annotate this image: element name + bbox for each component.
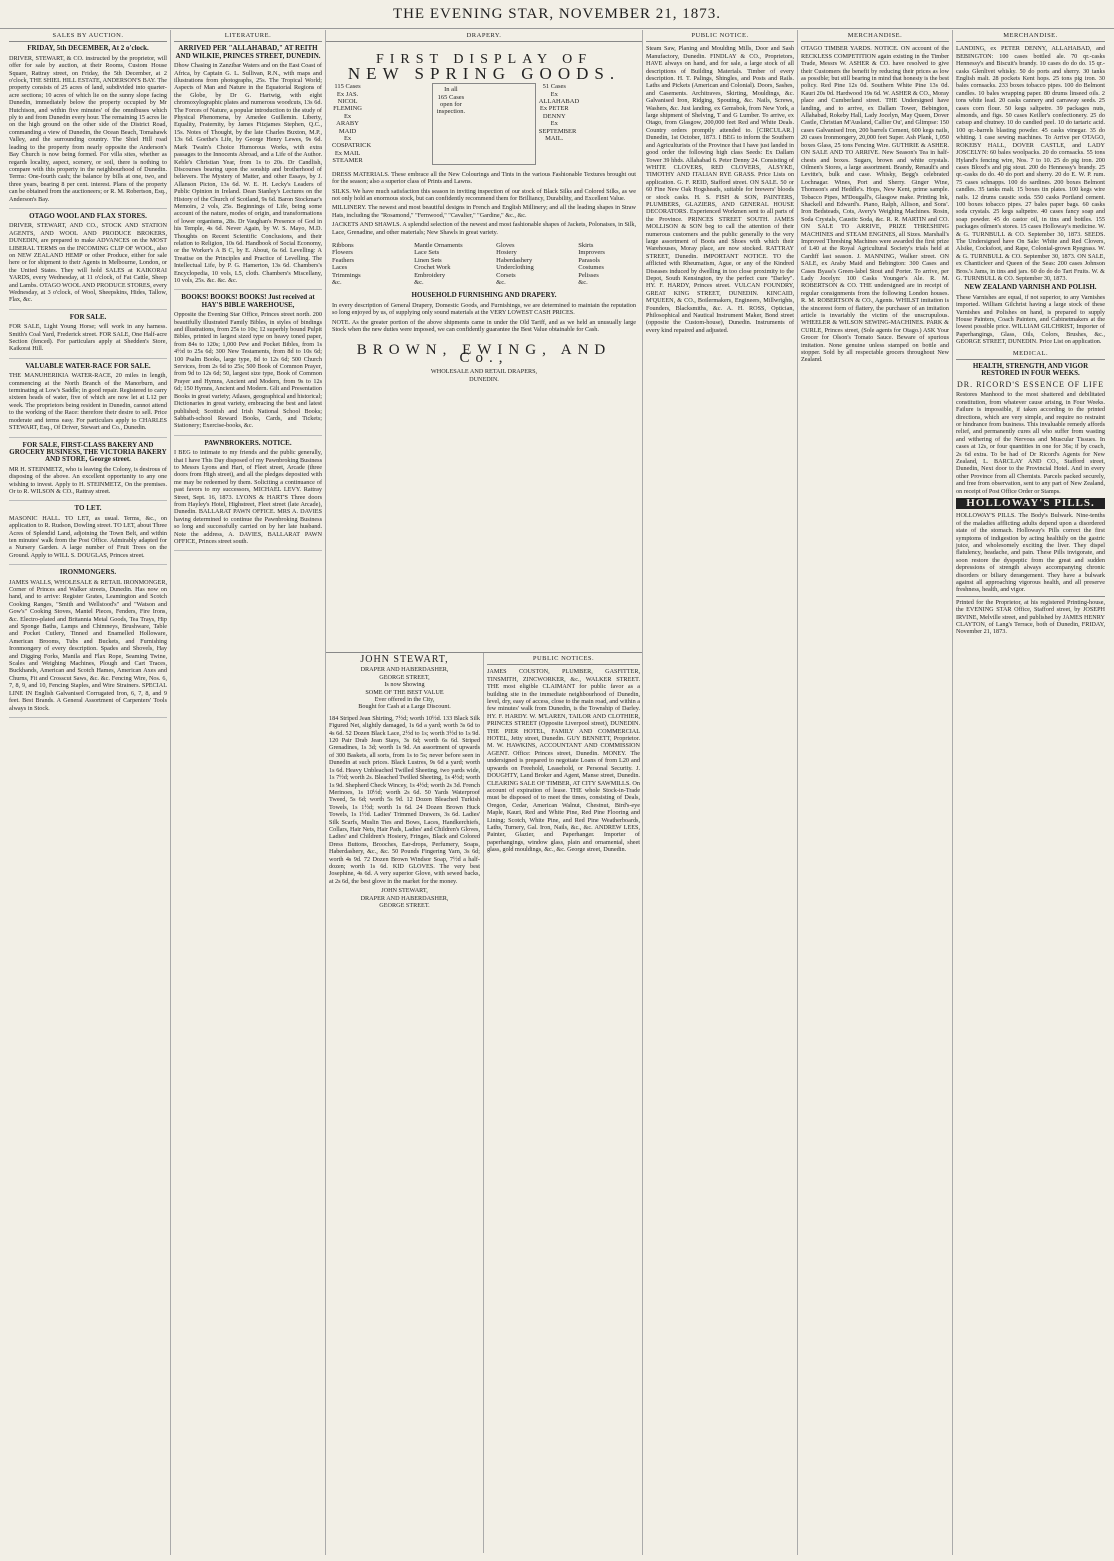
advert-text: Dhow Chasing in Zanzibar Waters and on the East Coast of Africa, by Captain G. L. Sullivan, R.N., with maps and illustrations from photographs, 25s. The Tropical World; Aspects of Man and Nature in the Equatorial Regions of the Globe, by Dr G. Hartwig, with eight chromoxylographic plates and numerous woodcuts, 13s 6d. The Forces of Nature, a popular introduction to the study of Physical Phenomena, by Amedee Guillemin. Liberty, Equality, Fraternity, by James Fitzjames Stephen, Q.C., 15s. Notes of Thought, by the late Charles Buxton, M.P., 13s 6d. Goethe's Life, by George Henry Lewes, 9s 6d. Mark Twain's Choice Humorous Works, with extra passages to the Innocents Abroad, and a Life of the Author. Keble's Christian Year, from 1s to 20s. Dr Candlish, Discourses bearing upon the sonship and brotherhood of believers. The Mystery of Matter, and other Essays, by J. Allanson Picton, 13s 6d. W. E. H. Lecky's Leaders of Public Opinion in Ireland. Dean Stanley's Lectures on the History of the Church of Scotland, 9s 6d. Baron Stockmar's Memoirs, 2 vols, 25s. Beginnings of Life, being some account of the nature, modes of origin, and transformations of lower organisms, 28s. Dr Vaughan's Presence of God in his Temple, 4s 6d. Never Again, by W. S. Mayo, M.D. Thoughts on Recent Scientific Conclusions, and their relation to Religion, 10s 6d. Handbook of Social Economy, or the Worker's A B C, by E. About, 6s 6d. Levelling: A Treatise on the Principles and Practice of Levelling. The Intellectual Life, by P. G. Hamerton, 13s 6d. Chambers's Encyclopedia, 10 vols, L5, cloth. Chambers's Miscellany, 10 vols, 25s. &c. &c. &c. <box>174 62 322 284</box>
dress-materials-text: DRESS MATERIALS. These embrace all the New Colourings and Tints in the various Fashionable Textures brought out for the season; also a superior class of Prints and Lawns. <box>332 170 636 186</box>
advert-block <box>9 442 167 502</box>
advert-text: THE MANUHERIKIA WATER-RACE, 20 miles in length, commencing at the North Branch of the Manorburn, and terminating at Low's Saddle; in good repair. Registered to carry sixteen heads of water, five of which are now let at L12 per week. The proprietors being resident in Dunedin, cannot attend to the working of the Race: therefore their desire to sell. Price moderate and terms easy. For particulars apply to CHARLES STEWART, Esq., Of Driver, Stewart and Co., Dunedin. <box>9 372 167 432</box>
section-heading: LITERATURE. <box>174 30 322 42</box>
advert-title: BOOKS! BOOKS! BOOKS! Just received at HAY'S BIBLE WAREHOUSE, <box>181 293 315 309</box>
advert-block <box>174 294 322 435</box>
advert-block <box>9 569 167 718</box>
goods-column: Gloves Hosiery Haberdashery Underclothing Corsets &c. <box>496 241 534 286</box>
advert-block <box>9 505 167 565</box>
section-heading: PUBLIC NOTICE. <box>646 30 794 42</box>
section-heading: PUBLIC NOTICES. <box>487 653 640 665</box>
new-spring-goods-title: NEW SPRING GOODS. <box>347 63 621 83</box>
goods-column: Mantle Ornaments Lace Sets Linen Sets Crochet Work Embroidery &c. <box>414 241 463 286</box>
section-heading: MERCHANDISE. <box>801 30 949 42</box>
advert-text: DRIVER, STEWART, & CO. instructed by the proprietor, will offer for sale by auction, at their Rooms, Custom House Square, Rattray street, on Friday, the 5th December, at 2 o'clock, THE SHIEL HILL ESTATE, ANDERSON'S BAY. The property consists of 25 acres of land, subdivided into quarter-acre sections; 10 acres of which lie on the sunny slope facing Dunedin, immediately below the property occupied by Mr Hutchison, and within five minutes' of the omnibuses which ply to and from Dunedin every hour. The remaining 15 acres lie on the high ground on the other side of the District Road, commanding a view of Dunedin, the Ocean Beach, Tomahawk Valley, and the surrounding country. The Shiel Hill road leading to the property from nearly opposite the Anderson's Bay Church is now being formed. For villa sites, whether as regards locality, aspect, scenery, or soil, there is nothing to compare with this property in the neighbourhood of Dunedin. Terms: One-fourth cash; the balance by bills at one, two, and three years, bearing 8 per cent. interest. Plans of the property can be obtained from the auctioneers; or R. M. Robertson, Esq., Anderson's Bay. <box>9 54 167 203</box>
john-stewart-advert: JOHN STEWART, DRAPER AND HABERDASHER, GEORGE STREET, Is now Showing SOME OF THE BEST VALUE Ever offered in the City, Bought for Cash at a Large Discount. 184 Striped Jean Shirting, 7½d; worth 10½d. 133 Black Silk Figured Net, slightly damaged, 1s 6d a yard; worth 3s 6d to 4s 6d. 52 Dozen Black Lace, 2½d to 1s; worth 3½d to 1s 9d. 120 Pair Drab Jean Stays, 3s 6d; worth 6s 6d. Striped Grenadines, 1s 3d; worth 1s 9d. An assortment of upwards of 300 Baskets, all sorts, from 1s to 5s; never before seen in Dunedin at such prices. Black Lustres, 9s 6d a yard; worth 1s 6d. Heavy Unbleached Twilled Sheeting, two yards wide, 1s 7½d; worth 2s. Bleached Twilled Sheeting, 1s 4½d; worth 1s 9d. Shepherd Check Wincey, 1s 4½d; worth 2s 3d. French Merinoes, 1s 10½d; worth 2s 6d. 50 Yards Waterproof Tweed, 5s 6d; worth 5s 9d. 12 Dozen Bleached Turkish Towels, 1s 1½d; worth 1s 6d. 24 Dozen Brown Huck Towels, 1s 1½d. Ladies' Trimmed Drawers, 3s 6d. Ladies' Silk Scarfs, Muslin Ties and Bows, Laces, Handkerchiefs, Collars, Hair Nets, Hair Pads, Ladies' and Children's Gloves, Ladies' and Children's Hosiery, Fringes, Black and Colored Dress Buttons, Brooches, Ear-drops, Perfumery, Soaps, Haberdashery, &c., &c. 50 Pounds Fingering Yarn, 3s 6d; worth 4s 9d. 72 Dozen Brown Windsor Soap, 7½d a half-dozen; worth 1s 6d. KID GLOVES. The very best Josephine, 4s 6d. A very superior Glove, with sewed backs, at 2s 6d, the best glove in the market for the money. JOHN STEWART, DRAPER AND HABERDASHER, GEORGE STREET. <box>326 653 484 1553</box>
imports-right: 51 Cases Ex ALLAHABAD Ex PETER DENNY Ex SEPTEMBER MAIL. <box>538 83 580 143</box>
column-public-notice <box>643 30 798 1555</box>
imports-middle: In all 165 Cases open for inspection. <box>432 83 535 164</box>
stewart-name: JOHN STEWART, <box>360 654 449 665</box>
advert-title: FRIDAY, 5th DECEMBER, At 2 o'clock. <box>27 44 149 53</box>
silks-text: SILKS. We have much satisfaction this season in inviting inspection of our stock of Black Silks and Colored Silks, as we not only hold an enormous stock, but can confidently recommend them for Brilliancy, Durability, and Excellent Value. <box>332 187 636 202</box>
advert-title: OTAGO WOOL AND FLAX STORES. <box>29 211 147 220</box>
advert-title: FOR SALE, FIRST-CLASS BAKERY AND GROCERY BUSINESS, THE VICTORIA BAKERY AND STORE, George street. <box>9 440 167 464</box>
firm-city: DUNEDIN. <box>469 375 499 383</box>
section-heading: MERCHANDISE. <box>956 30 1105 42</box>
holloways-text: HOLLOWAY'S PILLS. The Body's Bulwark. Nine-tenths of the maladies afflicting adults depend upon a disordered state of the stomach. Holloway's Pills correct the first symptoms of indigestion by acting healthily on the gastric juice, and wholesomely exciting the liver. They dispel flatulency, headache, and pain. These Pills invigorate, and soon restore the dyspeptic from the great and sudden depressions of strength always accompanying chronic disorders or biliary derangement. They have a bulwark against all approaching vigorous health, and all preserve freshness, health, and vigor. <box>956 512 1105 594</box>
firm-name: BROWN, EWING, AND Co., <box>356 342 612 366</box>
advert-text: DRIVER, STEWART, AND CO., STOCK AND STATION AGENTS, AND WOOL AND PRODUCE BROKERS, DUNEDIN, are prepared to make ADVANCES on the MOST LIBERAL TERMS on the INCOMING CLIP OF WOOL, also on NEW ZEALAND HEMP or other Produce, either for sale here or for shipment to their Agents in Melbourne, London, or the United States. They will hold SALES at KAIKORAI YARDS, every Wednesday, at 11 o'clock, of Fat Cattle, Sheep and Lambs. OTAGO WOOL AND PRODUCE STORES, every Wednesday, at 3 o'clock, of Wool, Sheepskins, Hides, Tallow, Flax, &c. <box>9 222 167 304</box>
column-merchandise <box>798 30 953 1555</box>
imports-table <box>332 83 636 164</box>
stewart-price-list: 184 Striped Jean Shirting, 7½d; worth 10½d. 133 Black Silk Figured Net, slightly damaged, 1s 6d a yard; worth 3s 6d to 4s 6d. 52 Dozen Black Lace, 2½d to 1s; worth 3½d to 1s 9d. 120 Pair Drab Jean Stays, 3s 6d; worth 6s 6d. Striped Grenadines, 1s 3d; worth 1s 9d. An assortment of upwards of 300 Baskets, all sorts, from 1s to 5s; never before seen in Dunedin at such prices. Black Lustres, 9s 6d a yard; worth 1s 6d. Heavy Unbleached Twilled Sheeting, two yards wide, 1s 7½d; worth 2s. Bleached Twilled Sheeting, 1s 4½d; worth 1s 9d. Shepherd Check Wincey, 1s 4½d; worth 2s 3d. French Merinoes, 1s 10½d; worth 2s 6d. 50 Yards Waterproof Tweed, 5s 6d; worth 5s 9d. 12 Dozen Bleached Turkish Towels, 1s 1½d; worth 1s 6d. 24 Dozen Brown Huck Towels, 1s 1½d. Ladies' Trimmed Drawers, 3s 6d. Ladies' Silk Scarfs, Muslin Ties and Bows, Laces, Handkerchiefs, Collars, Hair Nets, Hair Pads, Ladies' and Children's Gloves, Ladies' and Children's Hosiery, Fringes, Black and Colored Dress Buttons, Brooches, Ear-drops, Perfumery, Soaps, Haberdashery, &c., &c. 50 Pounds Fingering Yarn, 3s 6d; worth 4s 9d. 72 Dozen Brown Windsor Soap, 7½d a half-dozen; worth 1s 6d. KID GLOVES. The very best Josephine, 4s 6d. A very superior Glove, with sewed backs, at 2s 6d, the best glove in the market for the money. <box>329 714 480 885</box>
imprint: Printed for the Proprietor, at his registered Printing-house, the EVENING STAR Office, Stafford street, by JOSEPH IRVINE, Melville street, and published by JAMES HENRY CLAYTON, of Lang's Terrace, both of Dunedin, FRIDAY, November 21, 1873. <box>956 596 1105 636</box>
section-heading: SALES BY AUCTION. <box>9 30 167 42</box>
household-title: HOUSEHOLD FURNISHING AND DRAPERY. <box>411 291 557 300</box>
ricord-title: DR. RICORD'S ESSENCE OF LIFE <box>956 379 1104 389</box>
masthead: THE EVENING STAR, NOVEMBER 21, 1873. <box>0 0 1114 29</box>
firm-subtitle: WHOLESALE AND RETAIL DRAPERS, <box>430 368 538 376</box>
advert-block <box>174 440 322 552</box>
landing-list: LANDING, ex PETER DENNY, ALLAHABAD, and BEBINGTON: 100 cases bottled ale. 70 qr.-casks Hennessy's and Biscuit's brandy. 10 cases do do do. 15 qr.-casks Glenlivet whisky. 50 do ports and sherry. 30 tanks English malt. 28 pockets Kent hops. 25 tons pig iron. 30 bales cornsacks. 233 boxes tobacco pipes. 100 do Belmont candles. 10 bales wrapping paper. 80 drums linseed oils. 2 tons white lead. 20 casks cannery and carraway seeds. 25 cases corn flour. 50 kegs saltpetre. 39 packages nuts, almonds, and figs. 50 cases Keiller's confectionery. 25 do catsup and chutney. 10 do candied peel. 10 do tartaric acid. 100 qr.-barrels blasting powder. 45 casks vinegar. 35 do whiting. 1 case sewing machines. To Arrive per OTAGO, ROKEBY HALL, DOVER CASTLE, and LADY JOSCELYN: 60 bales woolpacks. 20 do cornsacks. 55 tons Hyland's fencing wire, Nos. 7 to 10. 25 do pig iron. 200 cases Bloxd's and pig stout. 200 do Hennessy's brandy. 25 qr.-casks do do. 40 do port and sherry. 20 do E. W. P. rum. 75 cases schnapps. 100 do sardines. 200 boxes Belmont candles. 35 tanks malt. 15 boxes tin plates. 100 kegs wire nails. 12 drums caustic soda. 550 casks Portland cement. 100 boxes tobacco pipes. 27 bales paper bags. 60 casks soda crystals. 25 kegs saltpetre. 40 cases fancy soap and soap powder. 45 do castor oil, in tins and bottles. 155 packages oilmen's stores. 15 cases Holloway's medicine. W. & G. TURNBULL & CO. September 30, 1873. SEEDS. The Undersigned have On Sale: White and Red Clovers, Alsike, Cocksfoot, and Rape, Colonial-grown Ryegrass. W. & G. TURNBULL & CO. September 30, 1873. ON SALE, ex Chanticleer and Queen of the Seas: 200 cases Johnson Bros.'s Jams, in tins and jars. 60 do do do Tart Fruits. W. & G. TURNBULL & CO. September 30, 1873. <box>956 45 1105 282</box>
auction-blocks <box>9 45 167 718</box>
section-heading: MEDICAL. <box>956 348 1105 360</box>
column-sales-by-auction <box>6 30 171 1555</box>
advert-text: FOR SALE, Light Young Horse; will work in any harness. Smith's Coal Yard, Frederick street. FOR SALE, One Half-acre Section (fenced). For particulars apply at Shedden's Store, Kaikorai Hill. <box>9 323 167 353</box>
advert-title: IRONMONGERS. <box>59 568 117 577</box>
advert-title: VALUABLE WATER-RACE FOR SALE. <box>25 361 151 370</box>
note-text: NOTE. As the greater portion of the above shipments came in under the Old Tariff, and as we held an unusually large Stock when the new duties were imposed, we can confidently guarantee the Best Value obtainable for Cash. <box>332 318 636 333</box>
advert-text: Opposite the Evening Star Office, Princes street north. 200 beautifully illustrated Family Bibles, in styles of bindings and illustrations, from 25s to 10s; 12 superbly bound Pulpit Bibles, printed in largest sized type on heavy toned paper, from 84s to 120s; 1,000 Pew and Pocket Bibles, from 1s 4½d to 25s 6d; 300 New Testaments, from 8d to 10s 6d; 100 Psalm Books, large type, 8d to 12s 6d; 500 Church Services, from 2s 6d to 25s; 500 Book of Common Prayer, from 9d to 12s 6d; 50, largest size type, Book of Common Prayer and Hymns, Ancient and Modern, from 9s to 12s 6d; 150 Hymns, Ancient and Modern. Gilt and Presentation Books in great variety; Atlases, geographical and historical; Dictionaries in great variety, embracing the best and latest published; Scottish and Irish National School Books; Sabbath-school Reward Books, Cards, and Tickets; Stationery; Exercise-books, &c. <box>174 311 322 430</box>
advert-title: PAWNBROKERS. NOTICE. <box>204 438 292 447</box>
household-text: In every description of General Drapery, Domestic Goods, and Furnishings, we are determined to maintain the reputation so long enjoyed by us, of supplying only sound materials at the VERY LOWEST CASH PRICES. <box>332 301 636 317</box>
advert-text: JAMES WALLS, WHOLESALE & RETAIL IRONMONGER, Corner of Princes and Walker streets, Dunedin. Has now on hand, and to arrive: Register Grates, Leamington and Scotch Cooking Ranges, "Smith and Wellstood's" and "Watson and Gow's" Cooking Stoves, Mantel Pieces, Fenders, Fire Irons, &c. Electro-plated and Britannia Metal Goods, Tea Trays, Hip and Sponge Baths, Lamps and Chimneys, Brushware, Table and Pocket Cutlery, Tinned and Enamelled Holloware, American Brooms, Tubs and Buckets, and Furnishing Ironmongery of every description. Spades and Shovels, Hay and Digging Forks, Manila and Flax Rope, Seaming Twine, Scales and Weighing Machines, Plough and Cart Traces, Buckhands, American and Scotch Hames, American Axes and Churns, Fit and Crosscut Saws, &c. &c. Fencing Wire, Nos. 6, 7, 8, 9, and 10, Fencing Staples, and Wire Strainers. SPECIAL LINE IN English Galvanised Corrugated Iron, 6, 7, 8, and 9 feet. Best Brands. A General Assortment of Carpenters' Tools always in Stock. <box>9 578 167 712</box>
public-notices <box>484 653 643 1553</box>
advert-text: MR H. STEINMETZ, who is leaving the Colony, is desirous of disposing of the above. An excellent opportunity to any one wishing to invest. Apply to H. STEINMETZ, On the premises. Or to R. WILSON & CO., Rattray street. <box>9 465 167 495</box>
varnish-text: These Varnishes are equal, if not superior, to any Varnishes imported. William Gilchrist having a large stock of these Varnishes and Polishes on hand, is prepared to supply House Painters, Coach Painters, and Cabinetmakers at the lowest possible price. WILLIAM GILCHRIST, Importer of Paperhangings, Glass, Oils, Colors, Brushes, &c., GEORGE STREET, DUNEDIN. Price List on application. <box>956 293 1105 346</box>
advert-title: FOR SALE. <box>69 312 107 321</box>
advert-block <box>174 45 322 290</box>
column-literature <box>171 30 326 1555</box>
goods-column: Skirts Improvers Parasols Costumes Pelisses &c. <box>578 241 605 286</box>
advert-block <box>9 314 167 359</box>
column-merchandise-medical <box>953 30 1108 1555</box>
advert-block <box>9 213 167 310</box>
advert-block <box>9 45 167 209</box>
section-heading: DRAPERY. <box>326 30 642 42</box>
goods-list <box>332 242 636 286</box>
ricord-text: Restores Manhood to the most shattered and debilitated constitution, from whatever cause arising, in Four Weeks. Failure is impossible, if taken according to the printed directions, which are very simple, and require no restraint or hindrance from business. This invaluable remedy affords relief, and permanently cures all who suffer from wasting and withering of the Nervous and Muscular Tissues. In cases at 12s, or four quantities in one for 36s; if by coach, 2s 6d extra. To be had of Dr Ricord's Agents for New Zealand, L. BARCLAY AND CO., Stafford street, Dunedin, Next door to the Provincial Hotel. And in every other Province from all Chemists. Parcels packed securely, and free from observation, sent to any part of New Zealand, on receipt of Post Office Order or Stamps. <box>956 391 1105 495</box>
imports-left: 115 Cases Ex JAS. NICOL FLEMING Ex ARABY MAID Ex COSPATRICK Ex MAIL STEAMER <box>332 83 372 165</box>
goods-column: Ribbons Flowers Feathers Laces Trimmings &c. <box>332 241 361 286</box>
jackets-text: JACKETS AND SHAWLS. A splendid selection of the newest and most fashionable shapes of Jackets, Polonaises, in Silk, Lace, Grenadine, and other materials; New Shawls in great variety. <box>332 221 636 236</box>
advert-text: I BEG to intimate to my friends and the public generally, that I have This Day disposed of my Pawnbroking Business to Messrs Lyons and Hart, of Fleet street, Arcade (three doors from High street), and all the pledges deposited with me may be redeemed by them. Soliciting a continuance of past favors to my successors, MICHAEL LEVY. Rattray Street, Sept. 16, 1873. LYONS & HART'S Three doors from Hayley's Hotel, Highstreet, Fleet street (late Arcade), Dunedin. BALLARAT PAWN OFFICE. MRS A. DAVIES having determined to continue the Pawnbroking Business so long and successfully carried on by her late husband. Note the address, A. DAVIES, BALLARAT PAWN OFFICE, Princes street south. <box>174 449 322 545</box>
public-notices-text: JAMES COUSTON, PLUMBER, GASFITTER, TINSMITH, ZINCWORKER, &c., WALKER STREET. THE most eligible CLAIMANT for public favor as a building site in the immediate neighbourhood of Dunedin, level, dry, easy of access, close to the main road, and within a few minutes' walk from Dunedin, is the Township of Darley. HY. F. HARDY. W. M'LAREN, TAILOR AND CLOTHIER, PRINCES STREET (Opposite Liverpool street), DUNEDIN. THE PIER HOTEL, FAMILY AND COMMERCIAL HOTEL, Jetty street, Dunedin. GUY BENNETT, Proprietor. M. W. HAWKINS, ACCOUNTANT AND COMMISSION AGENT. Office: Princes street, Dunedin. MONEY. The undersigned is prepared to negotiate Loans of from L20 and upwards on Freehold, Leasehold, or Personal Security. J. DOUGHTY, Land Broker and Agent, Manse street, Dunedin. CLEARING SALE OF TIMBER, AT CITY SAWMILLS. On account of expiration of lease. THE whole Stock-in-Trade must be disposed of to meet the times, consisting of Deals, Oregon, Cedar, American Walnut, Chestnut, Bird's-eye Maple, Kauri, Red and White Pine, Red Pine Flooring and Lining; Scotch, White Pine, and Red Pine Weatherboards, Laths, Turnery, Gal. Iron, Nails, &c., &c. ANDREW LEES, Painter, Glazier, and Paperhanger. Importer of paperhangings, window glass, plain and ornamental, sheet glass, gold mouldings, &c., &c. George street, Dunedin. <box>487 668 640 854</box>
column-drapery <box>326 30 643 1555</box>
brown-ewing-advert <box>326 30 642 650</box>
lower-drapery <box>326 652 642 909</box>
page-columns <box>6 30 1108 1555</box>
advert-text: MASONIC HALL. TO LET, as usual. Terms, &c., on application to R. Rudson, Dowling street. TO LET, about Three Acres of Splendid Land, adjoining the Town Belt, and within ten minutes' walk from the Post Office. Admirably adapted for a Nursery Garden. A large number of Fruit Trees on the Ground. Apply to WILL S. DOUGLAS, Princes street. <box>9 514 167 559</box>
advert-title: ARRIVED PER "ALLAHABAD," AT REITH AND WILKIE, PRINCES STREET, DUNEDIN. <box>175 44 321 60</box>
health-title: HEALTH, STRENGTH, AND VIGOR RESTORED IN FOUR WEEKS. <box>972 362 1089 378</box>
varnish-title: NEW ZEALAND VARNISH AND POLISH. <box>964 283 1097 292</box>
merchandise-text: OTAGO TIMBER YARDS. NOTICE. ON account of the RECKLESS COMPETITION again existing in the Timber Trade, Messrs W. ASHER & CO. have resolved to give their Customers the benefit by reducing their prices as low as possible; but still bearing in mind that honesty is the best policy. Red Pine 12s 0d. Southern White Pine 13s 0d. Kauri 20s 0d. Hardwood 19s 6d. W. ASHER & CO., Moray place and Cumberland street. THE Undersigned have landing, and to arrive, ex Dallam Tower, Bebington, Allahabad, Rokeby Hall, Lady Jocelyn, May Queen, Dover Castle, Christian M'Ausland, Callier Ou', and Glimpse: 150 cases Galvanised Iron, 200 barrels Cement, 600 kegs nails, 20 cases Ironmongery, 20,000 feet Super. Ash Plank, 1,050 boxes Glass, 25 tons Fencing Wire. GUTHRIE & ASHER. ON SALE AND TO ARRIVE. New Season's Tea in half-chests and boxes. Sugars, brown and white crystals. Oilmen's Stores, a large assortment. Brandy, Renault's and Levitte's, bulk and case. Whisky, Begg's celebrated Lochnagar. Wines, Port and Sherry. Ginger Wine, Thomson's and Heddle's. Hops, New Kent, prime sample. Tobacco Pipes, M'Dougall's, Glasgow make. Printing Ink, Shackell and Edward's. Piano, Ralph, Allison, and Sons'. Iron Bedsteads, Cots, Avery's Weighing Machines. Rosin, Soda Crystals, Caustic Soda, &c. R. R. MARTIN and CO. ON SALE TO ARRIVE, PRIZE THRESHING MACHINES and STEAM ENGINES, all Sizes. Marshall's Improved Threshing Machines were awarded the first prize of L40 at the Royal Agricultural Society's trials held at Cardiff last season. J. MANNING, Walker street. ON SALE, ex Araby Maid and Bebington: 300 Cases and Cases Byass's Green-label Stout and Porter. To arrive, per Lady Jocelyn: 100 Casks Younger's Ale. R. M. ROBERTSON & CO. THE undersigned are in receipt of regular consignments from the following London houses. R. M. ROBERTSON & CO., Agents. WHILST imitation is the sincerest form of flattery, the purchaser of an imitation article is invariably the victim of the unscrupulous. WHEELER & WILSON SEWING-MACHINES. PARK & CURLE, Princes street, (Sole agents for Otago.) ASK Your Grocer for Olson's Tomato Sauce. Beware of spurious imitation. None genuine unless stamped on bottle and stopper. Sold by all respectable grocers throughout New Zealand. <box>801 45 949 364</box>
public-notice-text: Steam Saw, Planing and Moulding Mills, Door and Sash Manufactory, Dunedin. FINDLAY & CO., Proprietors, HAVE always on hand, and for sale, a large stock of all descriptions of Building Materials. Timber of every description. H. T. Palings, Shingles, and Posts and Rails. Laths and Pickets (American and Colonial). Doors, Sashes, and Casements. Architraves, Skirting, Mouldings, &c. Galvanised Iron, Ridging, Spouting, &c. Nails, Screws, Washers, &c. Just landing, ex Gemsbok, from New York, a large shipment of Shelving, T and G Lumber. To arrive, ex Otago, from Glasgow, 200,000 feet Red and White Deals. Country orders promptly attended to. [CIRCULAR.] Dunedin, 1st October, 1873. I BEG to inform the Southern and Agriculturists of the Province that I have just landed in good order the following high class Seeds: Ex Dallam Tower 39 hhds. Allahabad 6. Peter Denny 24. Consisting of WHITE CLOVERS, RED CLOVERS, ALSYKE, TIMOTHY AND ITALIAN RYE GRASS. Price Lists on application. G. F. REID, Stafford street. ON SALE. 50 or 60 Fine New Oak Hogsheads, suitable for brewers' bloods or stock casks. H. S. FISH & SON, PAINTERS, PLUMBERS, GLAZIERS, AND GENERAL HOUSE DECORATORS. Experienced Workmen sent to all parts of the Province. PRINCES STREET SOUTH. JAMES MOLLISON & SON beg to call the attention of their numerous customers and the public generally to the very large assortment of Boots and Shoes with which their Warehouses, Moray place, are now stocked. RATTRAY STREET, Dunedin. IMPORTANT NOTICE. TO the afflicted with Rheumatism, Ague, or any of the Kindred Diseases induced by dwelling in too close proximity to the Depot, South Kensington, try the perfect cure "Darley". HY. F. HARDY, Princes street. VULCAN FOUNDRY, GREAT KING STREET, DUNEDIN. KINCAID, M'QUEEN, & CO., Boilermakers, Engineers, Millwrights, Founders, Blacksmiths, &c. A. H. ROSS, Optician, Philosophical and Nautical Instrument Maker, Bond street (opposite the Custom-house), Dunedin. Instruments of every kind repaired and adjusted. <box>646 45 794 334</box>
holloways-pills-banner: HOLLOWAY'S PILLS. <box>956 498 1105 509</box>
advert-title: TO LET. <box>74 504 102 513</box>
literature-blocks <box>174 45 322 551</box>
first-display-title: FIRST DISPLAY OF <box>375 52 593 68</box>
advert-block <box>9 363 167 438</box>
millinery-text: MILLINERY. The newest and most beautiful designs in French and English Millinery; and all the leading shapes in Straw Hats, including the "Rosamond," "Fernwood," "Cavalier," "Gardine," &c., &c. <box>332 204 636 219</box>
